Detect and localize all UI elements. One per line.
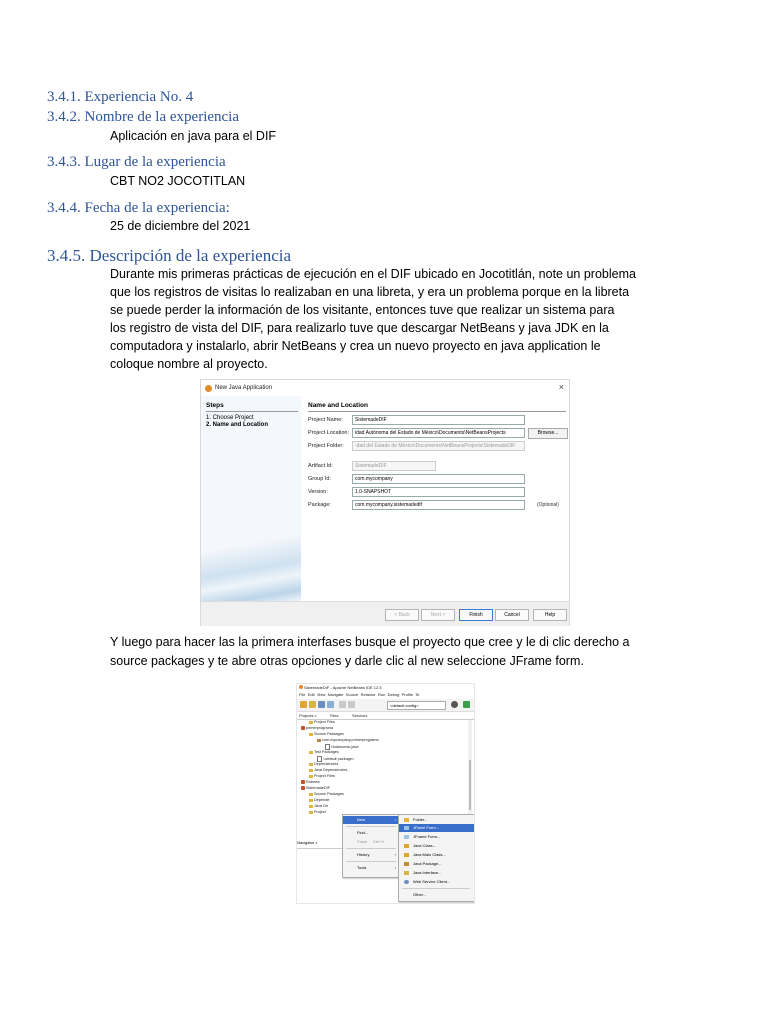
project-name-input[interactable]: SistemadeDIF — [352, 415, 525, 425]
java-class-icon — [404, 844, 409, 848]
navigator-tab[interactable]: Navigator × — [297, 840, 343, 849]
dialog-footer — [201, 601, 569, 626]
package-label: Package: — [308, 502, 331, 508]
project-location-input[interactable]: idad Autónoma del Estado de México\Documents\NetBeansProjects — [352, 428, 525, 438]
tree-item[interactable]: Source Packages — [309, 732, 344, 736]
tab-services[interactable]: Services — [352, 713, 368, 718]
new-java-application-dialog-screenshot — [200, 379, 570, 626]
projects-tabs — [297, 712, 474, 720]
tree-item[interactable]: Test Packages — [309, 750, 339, 754]
paragraph-line: los registro de vista del DIF, para realizarlo tuve que descargar NetBeans y java JDK en la — [110, 321, 609, 335]
group-id-label: Group Id: — [308, 476, 331, 482]
close-icon[interactable]: × — [558, 382, 564, 392]
divider — [402, 888, 470, 889]
paragraph-line: que los registros de visitas lo realizaban en una libreta, y era un problema porque en la libreta — [110, 285, 630, 299]
menu-source[interactable]: Source — [345, 692, 359, 697]
tree-item[interactable]: Project Files — [309, 720, 335, 724]
context-menu — [342, 814, 400, 878]
submenu-item-folder[interactable]: Folder... — [399, 816, 475, 824]
menu-item-paste[interactable]: Paste Ctrl+V — [357, 839, 385, 844]
project-location-label: Project Location: — [308, 430, 349, 436]
second-paragraph — [110, 633, 670, 671]
tree-item[interactable]: com.mycompany.primerprograma — [317, 738, 378, 742]
divider — [346, 861, 396, 862]
form-icon — [404, 826, 409, 830]
submenu-item-other[interactable]: Other... — [413, 892, 427, 897]
menu-item-new[interactable]: New › — [343, 816, 399, 824]
ide-title — [299, 685, 382, 690]
submenu-item-java-class[interactable]: Java Class... — [399, 842, 475, 850]
submenu-item-java-interface[interactable]: Java Interface... — [399, 869, 475, 877]
submenu-item-jframe-form[interactable]: JFrame Form... — [399, 833, 475, 841]
experience-name-value: Aplicación en java para el DIF — [110, 129, 277, 143]
step-name-and-location: 2. Name and Location — [206, 422, 269, 428]
submenu-item-web-service-client[interactable]: Web Service Client... — [399, 878, 475, 886]
menu-view[interactable]: View — [316, 692, 326, 697]
folder-icon — [404, 818, 409, 822]
browse-button[interactable]: Browse... — [528, 428, 568, 439]
tree-item[interactable]: Dependencies — [309, 762, 338, 766]
tree-item[interactable]: SistemadeDIF — [301, 786, 330, 790]
panel-heading: Name and Location — [308, 402, 368, 409]
ide-title-text: SistemadeDIF - Apache NetBeans IDE 12.5 — [304, 685, 382, 690]
version-label: Version: — [308, 489, 328, 495]
submenu-item-java-package[interactable]: Java Package... — [399, 860, 475, 868]
toolbar — [297, 699, 474, 712]
section-heading-experience-date: 3.4.4. Fecha de la experiencia: — [47, 200, 230, 216]
artifact-id-label: Artifact Id: — [308, 463, 333, 469]
menu-bar — [299, 692, 419, 697]
scrollbar-thumb[interactable] — [469, 760, 471, 810]
open-project-icon[interactable] — [309, 701, 316, 708]
build-icon[interactable] — [451, 701, 458, 708]
paragraph-line: Y luego para hacer las la primera interfases busque el proyecto que cree y le di clic derecho a — [110, 635, 630, 649]
menu-profile[interactable]: Profile — [401, 692, 413, 697]
paragraph-line: Durante mis primeras prácticas de ejecución en el DIF ubicado en Jocotitlán, note un problema — [110, 267, 636, 281]
web-service-icon — [404, 880, 409, 884]
new-submenu — [398, 814, 475, 902]
new-project-icon[interactable] — [300, 701, 307, 708]
scrollbar[interactable] — [468, 720, 472, 824]
menu-run[interactable]: Run — [377, 692, 386, 697]
paragraph-line: se puede perder la información de los visitante, entonces tuve que realizar un sistema para — [110, 303, 615, 317]
tree-item[interactable]: Project Files — [309, 774, 335, 778]
divider — [206, 411, 298, 412]
section-heading-experience-place: 3.4.3. Lugar de la experiencia — [47, 154, 226, 170]
next-button[interactable]: Next > — [421, 609, 455, 621]
projects-tree — [297, 720, 467, 824]
help-button[interactable]: Help — [533, 609, 567, 621]
redo-icon[interactable] — [348, 701, 355, 708]
step-choose-project: 1. Choose Project — [206, 415, 254, 421]
tree-item[interactable]: Source Packages — [309, 792, 344, 796]
cancel-button[interactable]: Cancel — [495, 609, 529, 621]
steps-heading: Steps — [206, 402, 224, 409]
netbeans-ide-screenshot — [296, 683, 475, 904]
form-icon — [404, 835, 409, 839]
java-class-icon — [404, 853, 409, 857]
tree-item[interactable]: Holamundo.java — [325, 744, 358, 750]
tree-item[interactable]: Depende — [309, 798, 329, 802]
description-paragraph — [110, 265, 670, 373]
tab-projects[interactable]: Projects × — [299, 713, 317, 718]
divider — [346, 826, 396, 827]
save-all-icon[interactable] — [318, 701, 325, 708]
undo-icon[interactable] — [339, 701, 346, 708]
divider — [346, 848, 396, 849]
project-folder-input: -dad del Estado de México\Documents\NetBeansProjects\SistemadeDIF — [352, 441, 525, 451]
menu-debug[interactable]: Debug — [387, 692, 400, 697]
tree-item[interactable]: <default package> — [317, 756, 354, 762]
tree-item[interactable]: Project — [309, 810, 326, 814]
section-heading-experience-number: 3.4.1. Experiencia No. 4 — [47, 89, 194, 105]
paragraph-line: coloque nombre al proyecto. — [110, 357, 268, 371]
submenu-item-jpanel-form[interactable]: JPanel Form... — [399, 824, 475, 832]
menu-edit[interactable]: Edit — [307, 692, 315, 697]
group-id-input[interactable]: com.mycompany — [352, 474, 525, 484]
netbeans-app-icon — [205, 385, 212, 392]
optional-label: (Optional) — [537, 502, 559, 508]
menu-team[interactable]: Te — [415, 692, 420, 697]
section-heading-experience-name: 3.4.2. Nombre de la experiencia — [47, 109, 240, 125]
config-select[interactable]: <default config> — [387, 701, 446, 710]
menu-item-find[interactable]: Find... — [357, 830, 369, 835]
experience-place-value: CBT NO2 JOCOTITLAN — [110, 174, 246, 188]
tree-item[interactable]: primerprograma — [301, 726, 333, 730]
menu-refactor[interactable]: Refactor — [360, 692, 376, 697]
finish-button[interactable]: Finish — [459, 609, 493, 621]
section-heading-experience-description: 3.4.5. Descripción de la experiencia — [47, 246, 292, 265]
submenu-item-java-main-class[interactable]: Java Main Class... — [399, 851, 475, 859]
steps-panel — [201, 396, 301, 601]
run-icon[interactable] — [463, 701, 470, 708]
divider — [308, 411, 566, 412]
project-folder-label: Project Folder: — [308, 443, 344, 449]
package-input[interactable]: com.mycompany.sistemadedif — [352, 500, 525, 510]
menu-item-history[interactable]: History › — [357, 852, 396, 857]
version-input[interactable]: 1.0-SNAPSHOT — [352, 487, 525, 497]
package-icon — [404, 862, 409, 866]
back-button[interactable]: < Back — [385, 609, 419, 621]
tree-item[interactable]: Roberta — [301, 780, 320, 784]
project-name-label: Project Name: — [308, 417, 343, 423]
tab-files[interactable]: Files — [330, 713, 339, 718]
save-icon[interactable] — [327, 701, 334, 708]
experience-date-value: 25 de diciembre del 2021 — [110, 219, 251, 233]
dialog-title: New Java Application — [215, 385, 273, 391]
paragraph-line: source packages y te abre otras opciones y darle clic al new seleccione JFrame form. — [110, 654, 584, 668]
tree-item[interactable]: Java Dependencies — [309, 768, 347, 772]
dialog-titlebar — [201, 380, 569, 396]
tree-item[interactable]: Java De — [309, 804, 328, 808]
netbeans-app-icon — [299, 685, 303, 689]
paragraph-line: computadora y instalarlo, abrir NetBeans y crea un nuevo proyecto en java application le — [110, 339, 601, 353]
menu-file[interactable]: File — [299, 692, 306, 697]
name-location-panel — [302, 396, 569, 601]
menu-navigate[interactable]: Navigate — [327, 692, 344, 697]
artifact-id-input: SistemadeDIF — [352, 461, 436, 471]
menu-item-tools[interactable]: Tools › — [357, 865, 396, 870]
interface-icon — [404, 871, 409, 875]
